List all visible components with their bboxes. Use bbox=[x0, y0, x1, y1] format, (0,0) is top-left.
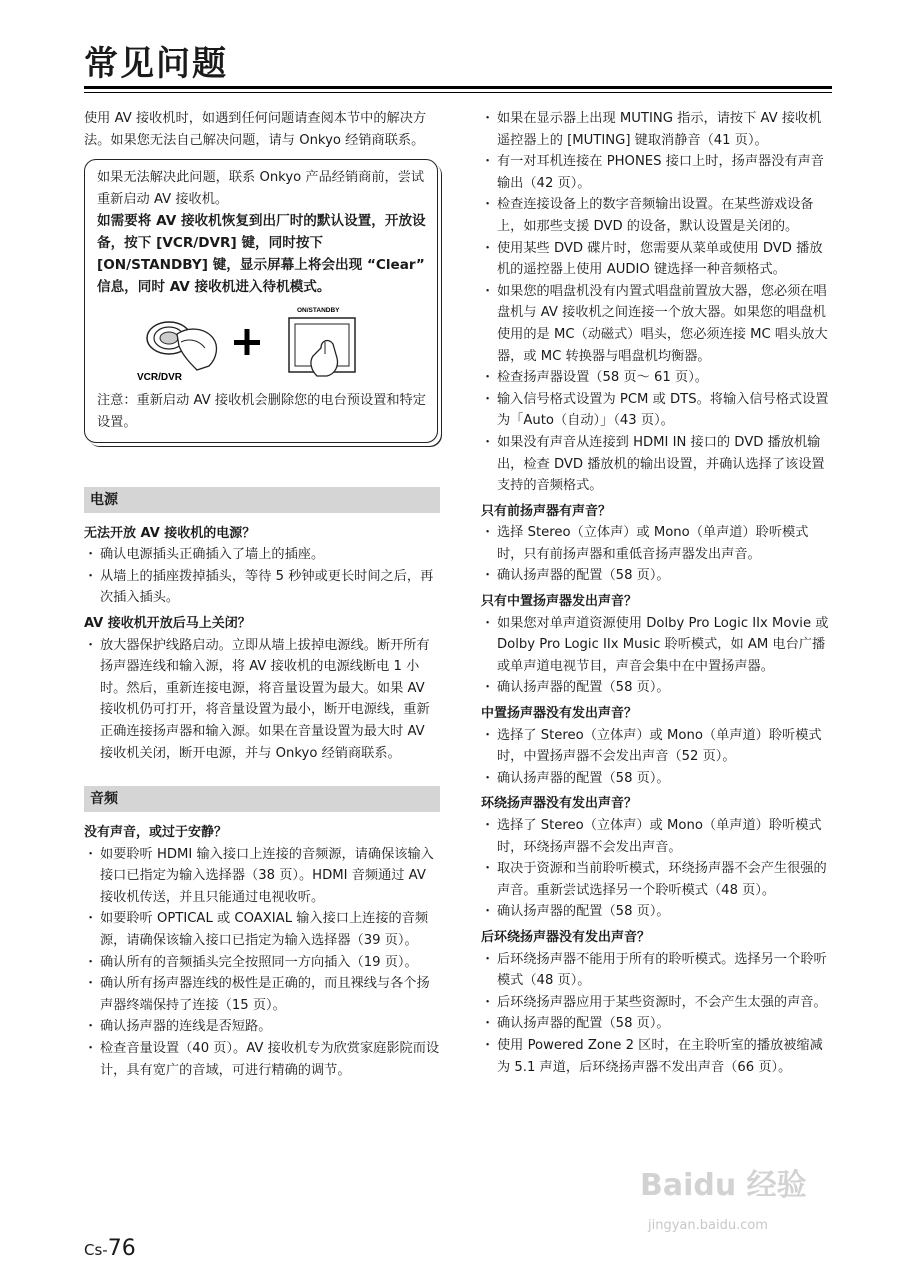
list-item: ・ 如要聆听 OPTICAL 或 COAXIAL 输入接口上连接的音频源，请确保该输入接口已指定为输入选择器（39 页）。 bbox=[84, 908, 440, 951]
list-item: ・ 后环绕扬声器不能用于所有的聆听模式。选择另一个聆听模式（48 页）。 bbox=[481, 949, 831, 992]
question-power-off: 无法开放 AV 接收机的电源？ bbox=[84, 525, 256, 541]
list-item: ・ 有一对耳机连接在 PHONES 接口上时，扬声器没有声音输出（42 页）。 bbox=[481, 151, 831, 194]
answer-list-no-sound-continued bbox=[481, 108, 831, 497]
on-standby-button-icon bbox=[289, 318, 355, 376]
intro-text: 使用 AV 接收机时，如遇到任何问题请查阅本节中的解决方法。如果您无法自己解决问题，请与 Onkyo 经销商联系。 bbox=[84, 111, 427, 148]
list-item: ・ 确认扬声器的配置（58 页）。 bbox=[481, 677, 831, 699]
question-surround-back-silent: 后环绕扬声器没有发出声音？ bbox=[481, 929, 651, 945]
list-item: ・ 确认电源插头正确插入了墙上的插座。 bbox=[84, 544, 440, 566]
box-text-factory-reset: 如需要将 AV 接收机恢复到出厂时的默认设置，开放设备，按下 [VCR/DVR] 键，同时按下 [ON/STANDBY] 键，显示屏幕上将会出现 “Clear” 信息，同时 AV 接收机进入待机模式。 bbox=[97, 213, 426, 296]
list-item: ・ 选择了 Stereo（立体声）或 Mono（单声道）聆听模式时，中置扬声器不会发出声音（52 页）。 bbox=[481, 725, 831, 768]
right-column bbox=[481, 108, 831, 1078]
answer-list-power-off bbox=[84, 544, 440, 609]
list-item: ・ 放大器保护线路启动。立即从墙上拔掉电源线。断开所有扬声器连线和输入源，将 AV 接收机的电源线断电 1 小时。然后，重新连接电源，将音量设置为最大。如果 AV 接收机仍可打开，将音量设置为最小，断开电源线，重新正确连接扬声器和输入源。如果在音量设置为最大时 AV 接收机关闭，断开电源，并与 Onkyo 经销商联系。 bbox=[84, 635, 440, 765]
plus-icon bbox=[234, 329, 260, 355]
list-item: ・ 使用 Powered Zone 2 区时，在主聆听室的播放被缩减为 5.1 声道，后环绕扬声器不发出声音（66 页）。 bbox=[481, 1035, 831, 1078]
title-rule-thin bbox=[84, 92, 832, 93]
box-text-restart: 如果无法解决此问题，联系 Onkyo 产品经销商前，尝试重新启动 AV 接收机。 bbox=[97, 170, 425, 207]
section-power: 电源 bbox=[84, 487, 440, 513]
list-item: ・ 确认所有的音频插头完全按照同一方向插入（19 页）。 bbox=[84, 952, 440, 974]
page-number-value: 76 bbox=[107, 1236, 136, 1261]
question-center-silent: 中置扬声器没有发出声音？ bbox=[481, 706, 638, 722]
list-item: ・ 后环绕扬声器应用于某些资源时，不会产生太强的声音。 bbox=[481, 992, 831, 1014]
list-item: ・ 检查音量设置（40 页）。AV 接收机专为欣赏家庭影院而设计，具有宽广的音域，可进行精确的调节。 bbox=[84, 1038, 440, 1081]
watermark-logo: Baidu 经验 bbox=[640, 1168, 807, 1203]
watermark-url: jingyan.baidu.com bbox=[648, 1218, 768, 1233]
vcr-dvr-label: VCR/DVR bbox=[137, 372, 183, 384]
list-item: ・ 使用某些 DVD 碟片时，您需要从菜单或使用 DVD 播放机的遥控器上使用 AUDIO 键选择一种音频格式。 bbox=[481, 238, 831, 281]
list-item: ・ 确认扬声器的配置（58 页）。 bbox=[481, 768, 831, 790]
list-item: ・ 确认扬声器的配置（58 页）。 bbox=[481, 565, 831, 587]
list-item: ・ 如果您的唱盘机没有内置式唱盘前置放大器，您必须在唱盘机与 AV 接收机之间连接一个放大器。如果您的唱盘机使用的是 MC（动磁式）唱头，您必须连接 MC 唱头放大器，或 MC 转换器与唱盘机均衡器。 bbox=[481, 281, 831, 367]
answer-list-surround-silent bbox=[481, 815, 831, 923]
reset-illustration bbox=[97, 304, 427, 386]
question-center-only: 只有中置扬声器发出声音？ bbox=[481, 594, 638, 610]
list-item: ・ 确认所有扬声器连线的极性是正确的，而且裸线与各个扬声器终端保持了连接（15 页）。 bbox=[84, 973, 440, 1016]
answer-list-no-sound bbox=[84, 844, 440, 1082]
reset-info-box bbox=[84, 159, 438, 442]
list-item: ・ 确认扬声器的配置（58 页）。 bbox=[481, 1013, 831, 1035]
list-item: ・ 从墙上的插座拨掉插头，等待 5 秒钟或更长时间之后，再次插入插头。 bbox=[84, 566, 440, 609]
button-press-diagram bbox=[97, 304, 427, 386]
page-number bbox=[84, 1236, 136, 1261]
list-item: ・ 选择了 Stereo（立体声）或 Mono（单声道）聆听模式时，环绕扬声器不会发出声音。 bbox=[481, 815, 831, 858]
question-front-only: 只有前扬声器有声音？ bbox=[481, 503, 612, 519]
list-item: ・ 选择 Stereo（立体声）或 Mono（单声道）聆听模式时，只有前扬声器和重低音扬声器发出声音。 bbox=[481, 522, 831, 565]
list-item: ・ 如果在显示器上出现 MUTING 指示，请按下 AV 接收机遥控器上的 [MUTING] 键取消静音（41 页）。 bbox=[481, 108, 831, 151]
answer-list-front-only bbox=[481, 522, 831, 587]
page-prefix: Cs- bbox=[84, 1241, 108, 1259]
question-no-sound: 没有声音，或过于安静？ bbox=[84, 825, 228, 841]
section-audio: 音频 bbox=[84, 786, 440, 812]
title-rule-thick bbox=[84, 86, 832, 89]
answer-list-power-shutdown bbox=[84, 635, 440, 765]
answer-list-center-only bbox=[481, 613, 831, 699]
list-item: ・ 检查扬声器设置（58 页～ 61 页）。 bbox=[481, 367, 831, 389]
question-power-shutdown: AV 接收机开放后马上关闭？ bbox=[84, 615, 251, 631]
list-item: ・ 确认扬声器的配置（58 页）。 bbox=[481, 901, 831, 923]
list-item: ・ 如果没有声音从连接到 HDMI IN 接口的 DVD 播放机输出，检查 DVD 播放机的输出设置，并确认选择了该设置支持的音频格式。 bbox=[481, 432, 831, 497]
list-item: ・ 取决于资源和当前聆听模式，环绕扬声器不会产生很强的声音。重新尝试选择另一个聆听模式（48 页）。 bbox=[481, 858, 831, 901]
list-item: ・ 如要聆听 HDMI 输入接口上连接的音频源，请确保该输入接口已指定为输入选择器（38 页）。HDMI 音频通过 AV 接收机传送，并且只能通过电视收听。 bbox=[84, 844, 440, 909]
question-surround-silent: 环绕扬声器没有发出声音？ bbox=[481, 796, 638, 812]
list-item: ・ 确认扬声器的连线是否短路。 bbox=[84, 1016, 440, 1038]
answer-list-surround-back-silent bbox=[481, 949, 831, 1079]
list-item: ・ 如果您对单声道资源使用 Dolby Pro Logic IIx Movie 或 Dolby Pro Logic IIx Music 聆听模式，如 AM 电台广播或单声道电视节目，声音会集中在中置扬声器。 bbox=[481, 613, 831, 678]
left-column bbox=[84, 108, 440, 1081]
on-standby-label: ON/STANDBY bbox=[297, 307, 340, 315]
box-note: 注意：重新启动 AV 接收机会删除您的电台预设置和特定设置。 bbox=[97, 393, 426, 430]
vcr-dvr-button-icon bbox=[147, 322, 216, 370]
list-item: ・ 检查连接设备上的数字音频输出设置。在某些游戏设备上，如那些支援 DVD 的设备，默认设置是关闭的。 bbox=[481, 194, 831, 237]
list-item: ・ 输入信号格式设置为 PCM 或 DTS。将输入信号格式设置为「Auto（自动）」（43 页）。 bbox=[481, 389, 831, 432]
page-title: 常见问题 bbox=[84, 44, 228, 84]
answer-list-center-silent bbox=[481, 725, 831, 790]
